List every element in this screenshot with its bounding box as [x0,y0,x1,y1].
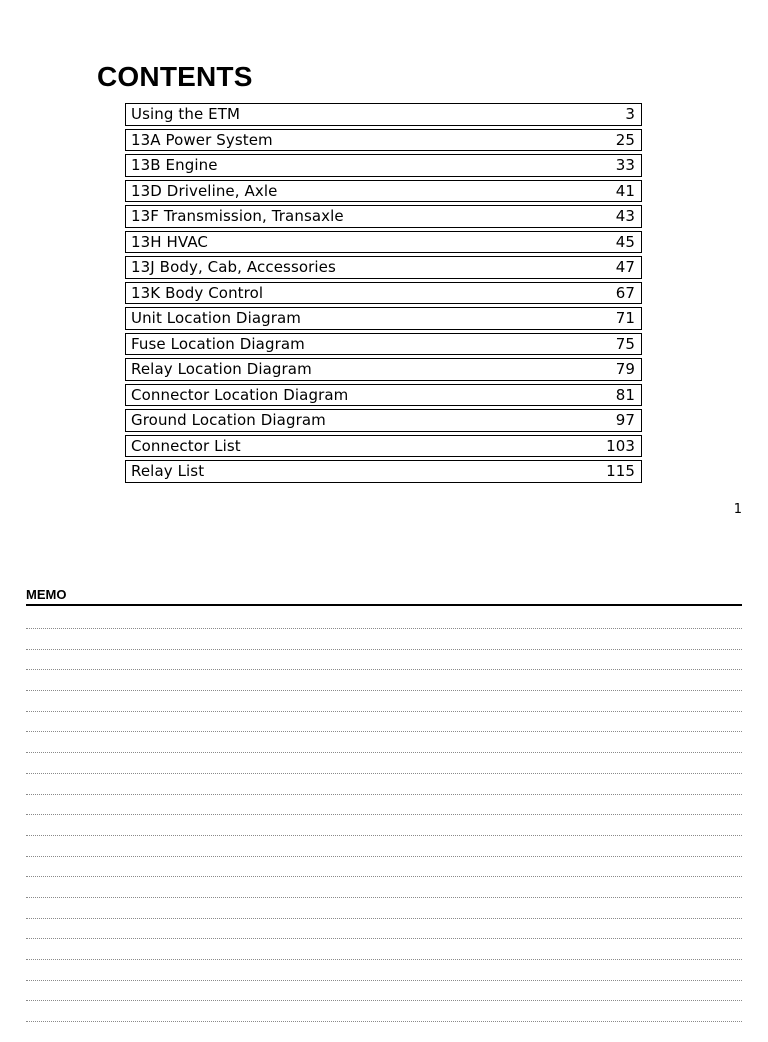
toc-entry-label: 13H HVAC [131,232,208,251]
memo-line [26,794,742,795]
toc-entry-label: 13K Body Control [131,283,264,302]
toc-row-13a-power-system[interactable] [125,129,642,152]
toc-entry-label: 13D Driveline, Axle [131,181,278,200]
memo-line [26,690,742,691]
memo-line [26,1000,742,1001]
toc-entry-page: 79 [615,360,635,379]
memo-heading-rule [26,604,742,606]
toc-entry-page: 97 [615,411,635,430]
memo-line [26,835,742,836]
memo-line [26,711,742,712]
toc-row-connector-list[interactable] [125,435,642,458]
toc-row-unit-location-diagram[interactable] [125,307,642,330]
toc-row-13k-body-control[interactable] [125,282,642,305]
toc-entry-label: Unit Location Diagram [131,309,302,328]
toc-row-13h-hvac[interactable] [125,231,642,254]
toc-row-13f-transmission-transaxle[interactable] [125,205,642,228]
memo-line [26,628,742,629]
toc-row-ground-location-diagram[interactable] [125,409,642,432]
toc-entry-page: 41 [615,181,635,200]
toc-entry-page: 47 [615,258,635,277]
toc-entry-label: 13F Transmission, Transaxle [131,207,344,226]
memo-line [26,856,742,857]
toc-entry-page: 25 [615,130,635,149]
toc-row-relay-list[interactable] [125,460,642,483]
toc-row-13b-engine[interactable] [125,154,642,177]
toc-row-13d-driveline-axle[interactable] [125,180,642,203]
memo-line [26,814,742,815]
toc-row-13j-body-cab-accessories[interactable] [125,256,642,279]
toc-row-relay-location-diagram[interactable] [125,358,642,381]
toc-entry-page: 103 [606,436,635,455]
toc-entry-page: 75 [615,334,635,353]
memo-line [26,669,742,670]
toc-entry-page: 43 [615,207,635,226]
contents-title: CONTENTS [97,61,253,92]
toc-entry-label: Relay Location Diagram [131,360,312,379]
memo-line [26,752,742,753]
memo-line [26,876,742,877]
toc-entry-label: 13J Body, Cab, Accessories [131,258,336,277]
memo-line [26,897,742,898]
toc-entry-label: 13B Engine [131,156,218,175]
toc-entry-label: 13A Power System [131,130,273,149]
toc-entry-page: 45 [615,232,635,251]
toc-entry-page: 81 [615,385,635,404]
memo-title: MEMO [26,587,67,602]
toc-entry-label: Ground Location Diagram [131,411,326,430]
toc-table [125,103,642,486]
memo-line [26,918,742,919]
memo-line [26,1021,742,1022]
toc-entry-label: Connector List [131,436,241,455]
toc-entry-page: 33 [615,156,635,175]
memo-line [26,773,742,774]
memo-line [26,959,742,960]
memo-line [26,731,742,732]
toc-entry-label: Using the ETM [131,105,241,124]
toc-row-fuse-location-diagram[interactable] [125,333,642,356]
memo-line [26,938,742,939]
memo-line [26,649,742,650]
toc-entry-label: Connector Location Diagram [131,385,349,404]
memo-line [26,980,742,981]
toc-entry-page: 71 [615,309,635,328]
toc-row-using-the-etm[interactable] [125,103,642,126]
toc-entry-page: 115 [606,462,635,481]
toc-row-connector-location-diagram[interactable] [125,384,642,407]
toc-entry-page: 67 [615,283,635,302]
toc-entry-label: Fuse Location Diagram [131,334,305,353]
page-number: 1 [733,502,742,517]
memo-lines [26,628,742,1042]
toc-entry-page: 3 [625,105,635,124]
toc-entry-label: Relay List [131,462,205,481]
